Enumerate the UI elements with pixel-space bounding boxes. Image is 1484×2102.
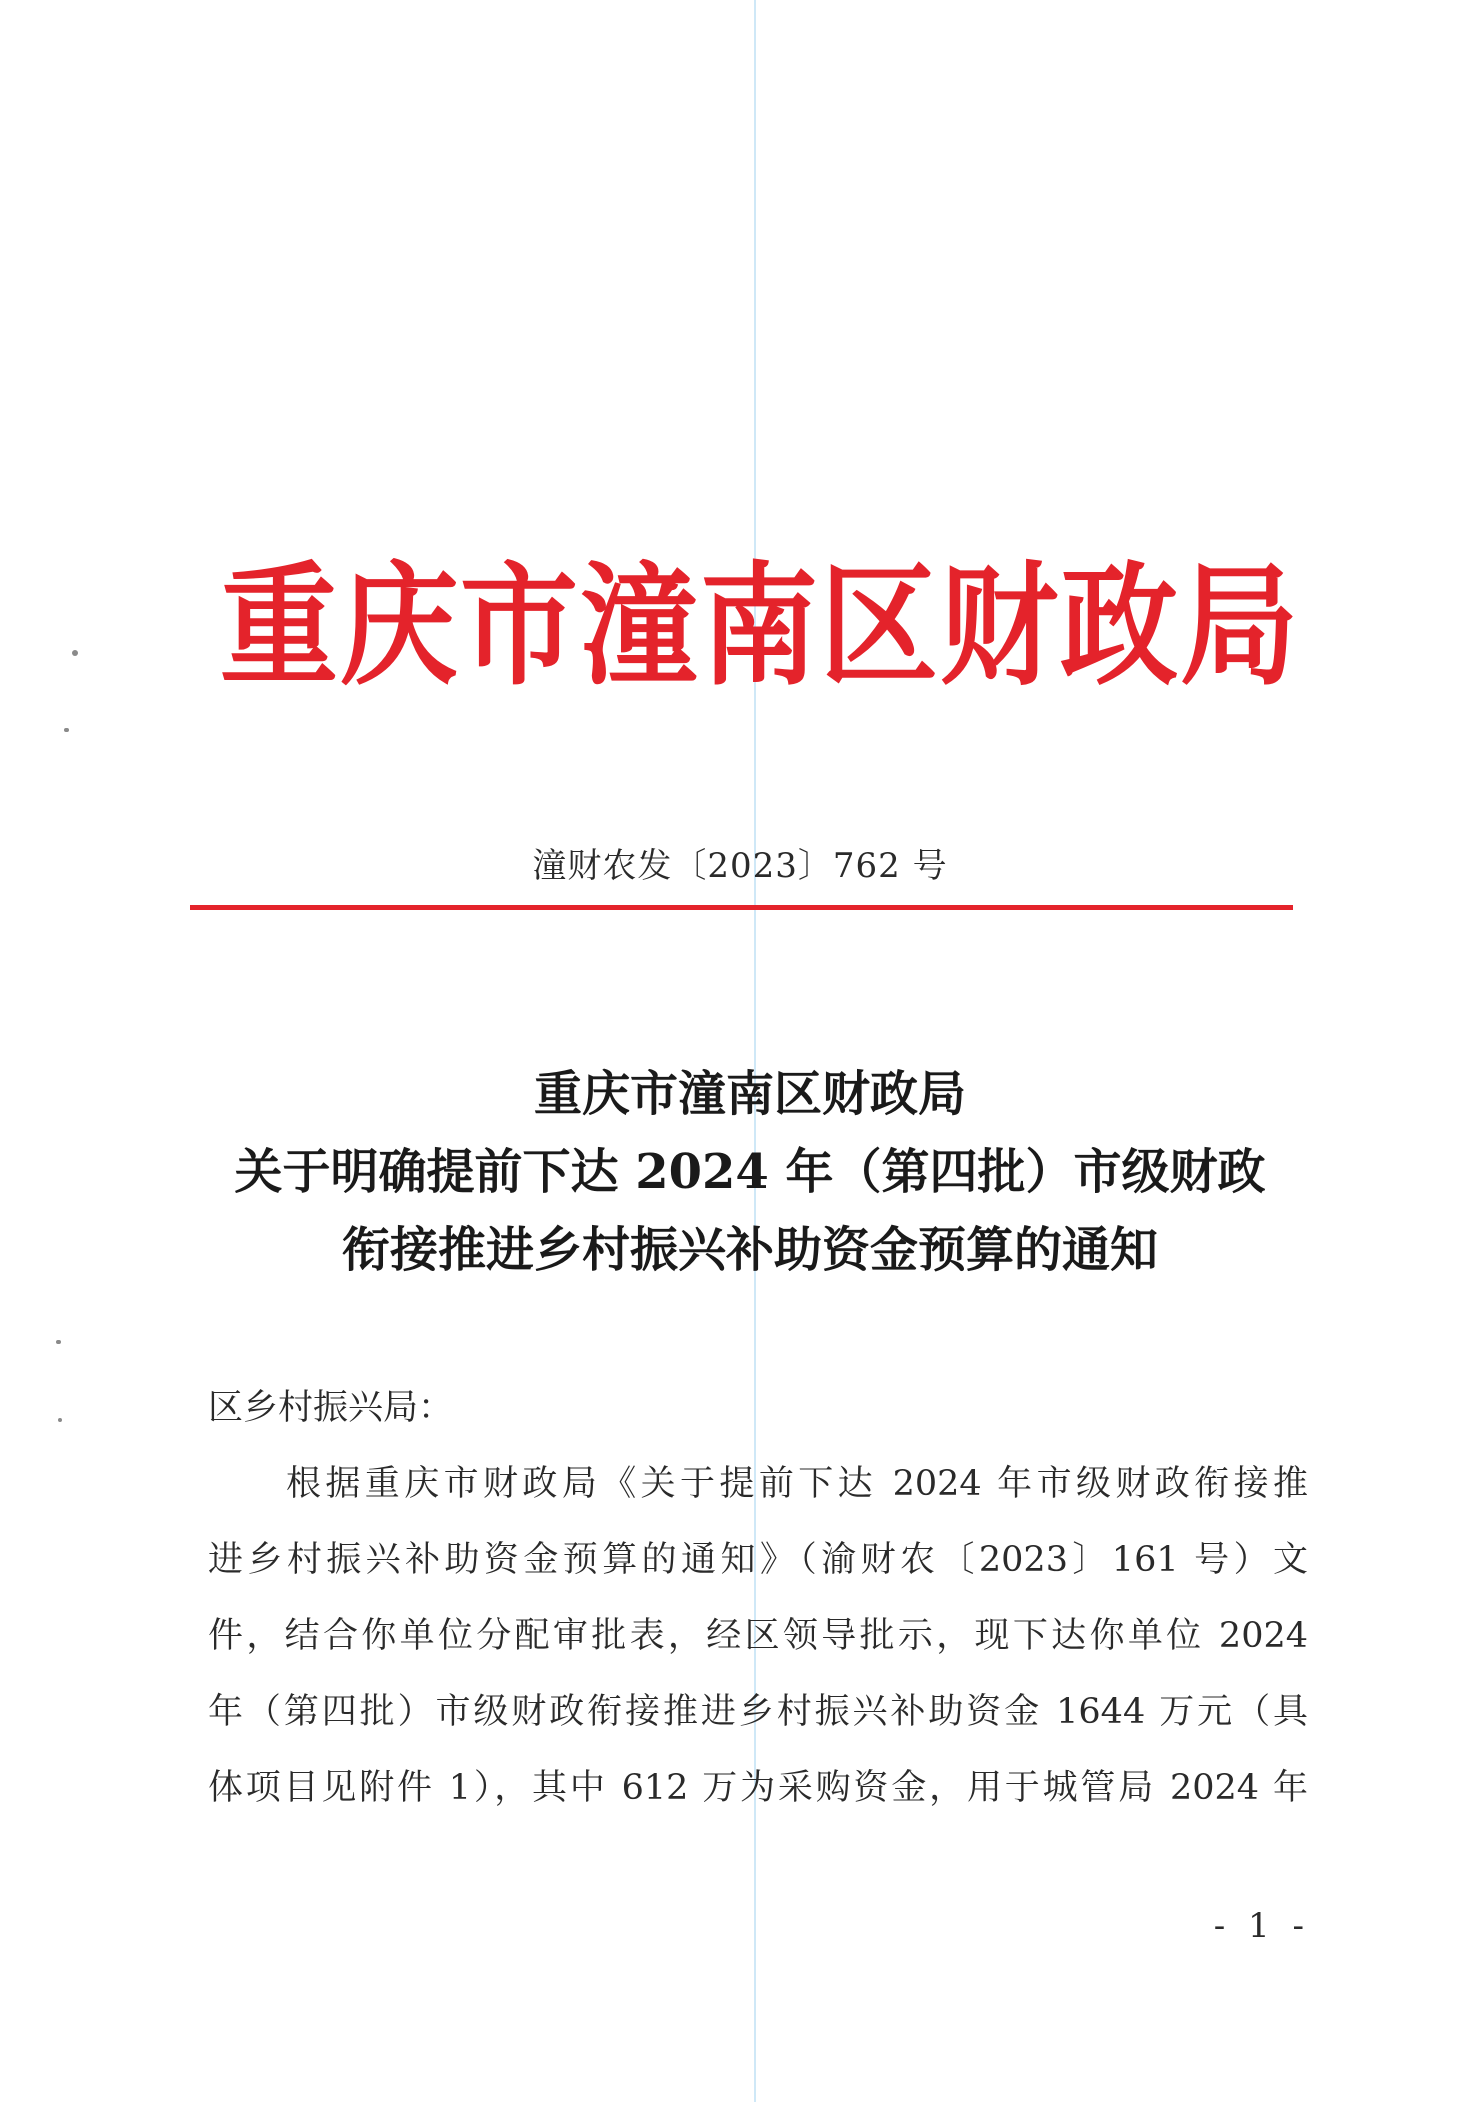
- notice-title: [190, 1055, 1310, 1289]
- binding-hole-mark: [64, 728, 69, 732]
- binding-hole-mark: [58, 1418, 62, 1422]
- binding-hole-mark: [72, 650, 78, 656]
- paragraph-line: 年（第四批）市级财政衔接推进乡村振兴补助资金 1644 万元（具: [208, 1692, 1308, 1732]
- page-number: - 1 -: [1213, 1906, 1310, 1946]
- title-line: 关于明确提前下达 2024 年（第四批）市级财政: [234, 1144, 1266, 1200]
- title-line: 重庆市潼南区财政局: [533, 1066, 966, 1122]
- masthead-title: 重庆市潼南区财政局: [219, 547, 1300, 704]
- paragraph-line: 体项目见附件 1），其中 612 万为采购资金，用于城管局 2024 年: [208, 1768, 1308, 1808]
- paragraph-line: 件，结合你单位分配审批表，经区领导批示，现下达你单位 2024: [208, 1616, 1308, 1656]
- notice-body: [208, 1370, 1308, 1826]
- document-number: 潼财农发〔2023〕762 号: [532, 846, 948, 886]
- red-divider-rule: [190, 905, 1293, 910]
- paragraph-line: 进乡村振兴补助资金预算的通知》（渝财农〔2023〕161 号）文: [208, 1540, 1308, 1580]
- salutation: 区乡村振兴局：: [208, 1388, 454, 1428]
- title-line: 衔接推进乡村振兴补助资金预算的通知: [341, 1222, 1158, 1278]
- binding-hole-mark: [56, 1340, 61, 1344]
- paragraph-line: 根据重庆市财政局《关于提前下达 2024 年市级财政衔接推: [286, 1464, 1308, 1504]
- body-paragraph: [208, 1446, 1308, 1826]
